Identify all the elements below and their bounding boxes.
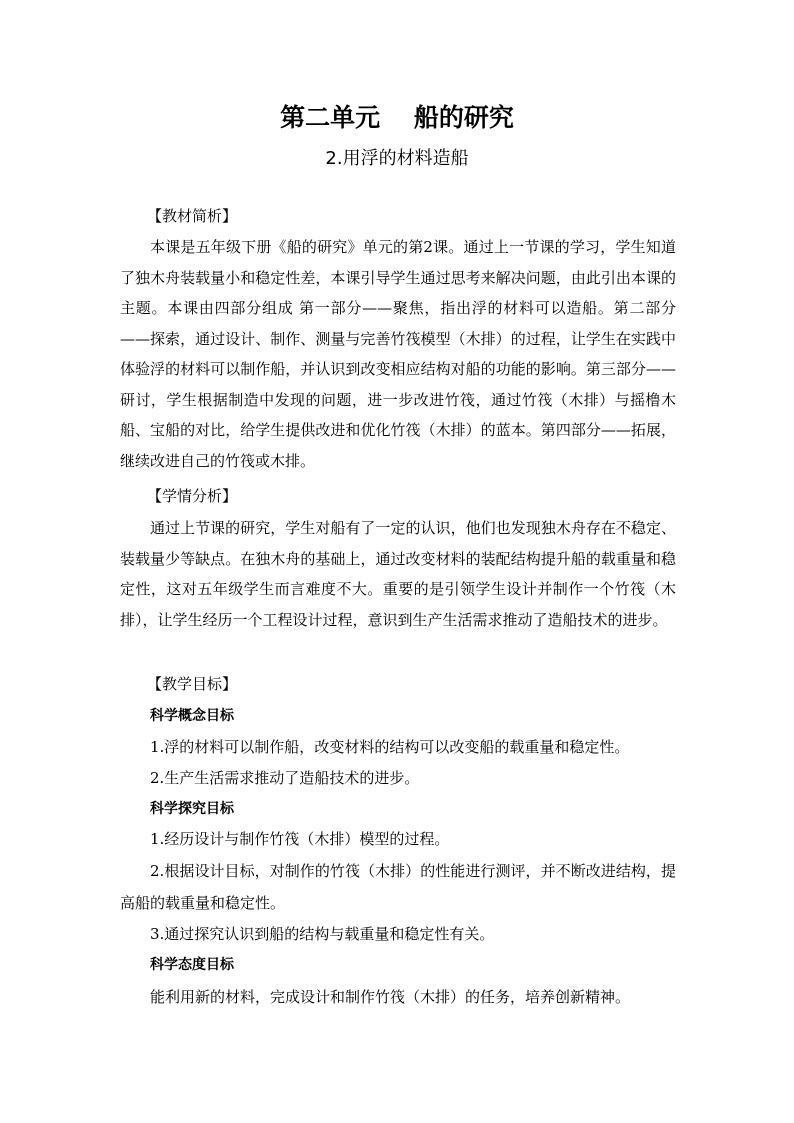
attitude-goal-item: 能利用新的材料，完成设计和制作竹筏（木排）的任务，培养创新精神。 (150, 988, 631, 1006)
lesson-subtitle: 2.用浮的材料造船 (325, 148, 469, 169)
students-paragraph: 通过上节课的研究，学生对船有了一定的认识，他们也发现独木舟存在不稳定、装载量少等缺点。在独木舟的基础上，通过改变材料的装配结构提升船的载重量和稳定性，这对五年级学生而言难度不大。重要的是引领学生设计并制作一个竹筏（木排），让学生经历一个工程设计过程，意识到生产生活需求推动了造船技术的进步。 (120, 519, 676, 629)
analysis-heading: 【教材简析】 (147, 207, 238, 225)
students-heading: 【学情分析】 (147, 487, 238, 505)
concept-goals-heading: 科学概念目标 (150, 708, 234, 724)
goals-heading: 【教学目标】 (147, 675, 238, 693)
analysis-paragraph: 本课是五年级下册《船的研究》单元的第2课。通过上一节课的学习，学生知道了独木舟装载量小和稳定性差，本课引导学生通过思考来解决问题，由此引出本课的主题。本课由四部分组成 第一部分——聚焦，指出浮的材料可以造船。第二部分——探索，通过设计、制作、测量与完善竹筏模型（木排）的过程，让学生在实践中体验浮的材料可以制作船，并认识到改变相应结构对船的功能的影响。第三部分——研讨，学生根据制造中发现的问题，进一步改进竹筏，通过竹筏（木排）与摇橹木船、宝船的对比，给学生提供改进和优化竹筏（木排）的蓝本。第四部分——拓展，继续改进自己的竹筏或木排。 (120, 238, 676, 470)
attitude-goals-heading: 科学态度目标 (150, 957, 234, 973)
concept-goal-item: 1.浮的材料可以制作船，改变材料的结构可以改变船的载重量和稳定性。 (150, 738, 630, 756)
inquiry-goal-item: 2.根据设计目标，对制作的竹筏（木排）的性能进行测评，并不断改进结构，提高船的载重量和稳定性。 (120, 862, 676, 912)
students-section (120, 513, 676, 635)
inquiry-goal-item: 1.经历设计与制作竹筏（木排）模型的过程。 (150, 830, 450, 848)
inquiry-goals-heading: 科学探究目标 (150, 801, 234, 817)
unit-title: 第二单元 船的研究 (280, 103, 514, 132)
concept-goal-item: 2.生产生活需求推动了造船技术的进步。 (150, 769, 420, 787)
analysis-section (120, 232, 676, 476)
inquiry-goal-item: 3.通过探究认识到船的结构与载重量和稳定性有关。 (150, 925, 495, 943)
